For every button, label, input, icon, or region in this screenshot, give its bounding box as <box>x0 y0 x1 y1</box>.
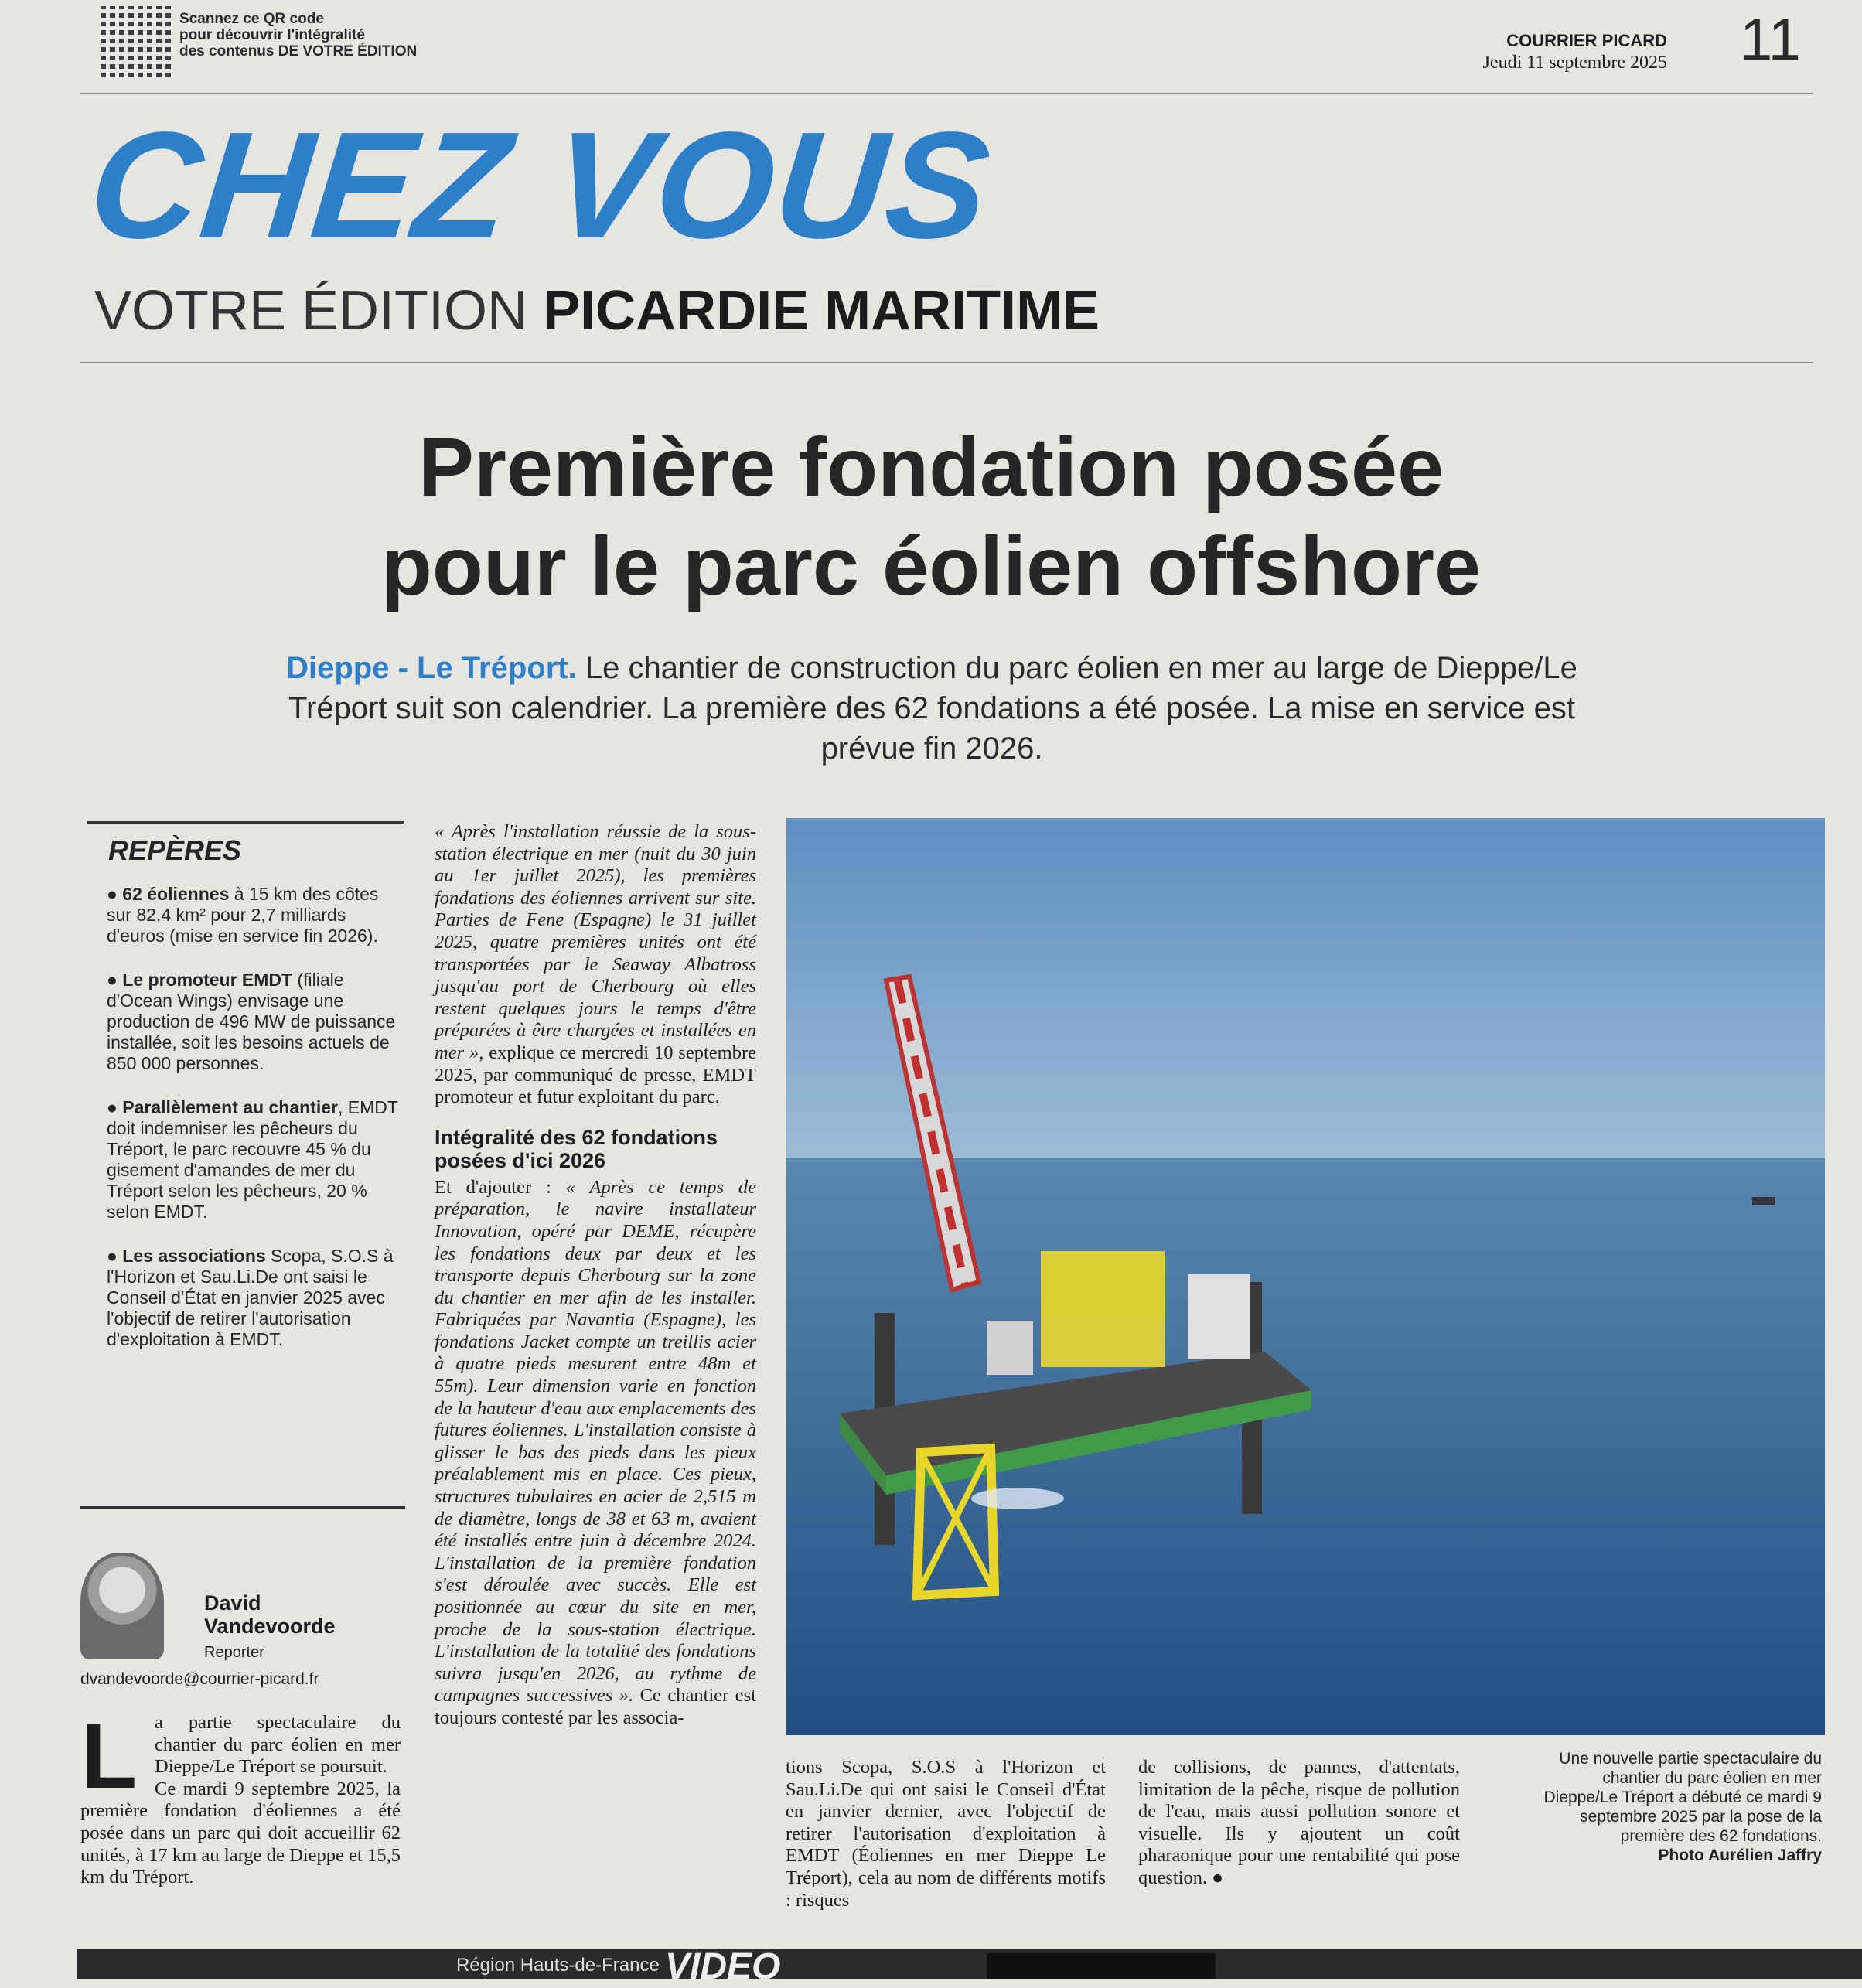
article-chapo <box>255 648 1608 769</box>
reperes-item-lead: ● 62 éoliennes <box>107 884 229 904</box>
edition-prefix: VOTRE ÉDITION <box>94 280 528 342</box>
headline-line: pour le parc éolien offshore <box>380 519 1482 612</box>
article-column-4: de collisions, de pannes, d'attentats, limitation de la pêche, risque de pollution de l'eau, mais aussi pollution sonore et visuelle. Ils y ajoutent un coût pharaonique pour une rentabilité qui pose question. ● <box>1138 1757 1460 1888</box>
article-lead: a partie spectaculaire du chantier du parc éolien en mer Dieppe/Le Tréport se poursuit. <box>155 1712 401 1778</box>
photo-credit: Photo Aurélien Jaffry <box>1658 1846 1822 1864</box>
ad-box <box>987 1953 1216 1979</box>
author-avatar <box>80 1553 164 1659</box>
section-title: CHEZ VOUS <box>82 101 999 270</box>
reperes-item <box>107 884 404 946</box>
article-photo <box>786 818 1825 1735</box>
photo-caption-text: Une nouvelle partie spectaculaire du chantier du parc éolien en mer Dieppe/Le Tréport a débuté ce mardi 9 septembre 2025 par la pose de la première des 62 fondations. <box>1543 1750 1822 1845</box>
photo-caption <box>1531 1749 1822 1865</box>
offshore-platform-image <box>786 818 1825 1735</box>
reperes-item-text: (filiale d'Ocean Wings) envisage une production de 496 MW de puissance installée, soit les besoins actuels de 850 000 personnes. <box>107 970 396 1073</box>
article-quote: « Après l'installation réussie de la sous-station électrique en mer (nuit du 30 juin au 1er juillet 2025), les premières fondations des éoliennes arrivent sur site. Parties de Fene (Espagne) le 31 juillet 2025, quatre premières unités ont été transportées par le Seaway Albatross jusqu'au port de Cherbourg où elles restent quelques jours le temps d'être préparées à être chargées et installées en mer », <box>435 821 756 1063</box>
article-paragraph: Ce chantier est toujours contesté par les associa- <box>435 1685 756 1728</box>
article-paragraph: Ce mardi 9 septembre 2025, la première fondation d'éoliennes a été posée dans un parc qui doit accueillir 62 unités, à 17 km au large de Dieppe et 15,5 km du Tréport. <box>80 1778 401 1888</box>
article-column-3: tions Scopa, S.O.S à l'Horizon et Sau.Li.De qui ont saisi le Conseil d'État en janvier dernier, avec l'objectif de retirer l'autorisation d'exploitation à EMDT (Éoliennes en mer Dieppe Le Tréport), cela au nom de différents motifs : risques <box>786 1757 1106 1911</box>
author-role: Reporter <box>204 1644 264 1661</box>
article-paragraph: Et d'ajouter : <box>435 1176 551 1198</box>
qr-caption-line: Scannez ce QR code <box>179 11 324 27</box>
edition-name: PICARDIE MARITIME <box>543 280 1100 342</box>
article-paragraph: explique ce mercredi 10 septembre 2025, par communiqué de presse, EMDT promoteur et futur exploitant du parc. <box>435 1042 756 1108</box>
edition-label <box>94 280 1100 342</box>
headline-line: Première fondation posée <box>418 420 1444 513</box>
reperes-item <box>107 1246 404 1350</box>
chapo-location: Dieppe - Le Tréport. <box>286 651 577 685</box>
qr-code[interactable] <box>101 6 172 77</box>
chapo-text: Le chantier de construction du parc éolien en mer au large de Dieppe/Le Tréport suit son calendrier. La première des 62 fondations a été posée. La mise en service est prévue fin 2026. <box>288 651 1577 766</box>
page-number: 11 <box>1740 7 1801 73</box>
qr-caption-line: pour découvrir l'intégralité <box>179 27 365 43</box>
dropcap: L <box>80 1704 138 1808</box>
article-quote: « Après ce temps de préparation, le navire installateur Innovation, opéré par DEME, récupère les fondations deux par deux et les transporte depuis Cherbourg sur la zone du chantier en mer afin de les installer. Fabriquées par Navantia (Espagne), les fondations Jacket compte un treillis acier à quatre pieds mesurent entre 48m et 55m). Leur dimension varie en fonction de la hauteur d'eau aux emplacements des futures éoliennes. L'installation consiste à glisser le bas des pieds dans les pieux préalablement mis en place. Ces pieux, structures tubulaires en acier de 2,515 m de diamètre, longs de 38 et 63 m, avaient été installés entre juin à décembre 2024. L'installation de la première fondation s'est déroulée avec succès. Elle est positionnée au cœur du site en mer, proche de la sous-station électrique. L'installation de la totalité des fondations suivra jusqu'en 2026, au rythme de campagnes successives ». <box>435 1176 757 1707</box>
advertisement-strip[interactable] <box>77 1949 1862 1979</box>
ad-headline: VIDEO <box>665 1946 781 1987</box>
issue-date: Jeudi 11 septembre 2025 <box>1482 53 1667 73</box>
reperes-item <box>107 1097 404 1222</box>
section-rule <box>80 362 1813 363</box>
reperes-item-text: à 15 km des côtes sur 82,4 km² pour 2,7 milliards d'euros (mise en service fin 2026). <box>107 884 379 946</box>
newspaper-name: COURRIER PICARD <box>1506 31 1667 50</box>
author-email[interactable]: dvandevoorde@courrier-picard.fr <box>80 1670 319 1688</box>
reperes-title: REPÈRES <box>108 834 242 866</box>
header-rule <box>80 93 1813 94</box>
reperes-box <box>87 821 404 1373</box>
reperes-item-lead: ● Les associations <box>107 1246 266 1266</box>
reperes-bottom-rule <box>80 1506 405 1509</box>
reperes-item-text: , EMDT doit indemniser les pêcheurs du Tréport, le parc recouvre 45 % du gisement d'amandes de mer du Tréport selon les pêcheurs, 20 % selon EMDT. <box>107 1097 398 1222</box>
reperes-item-lead: ● Le promoteur EMDT <box>107 970 292 990</box>
reperes-rule <box>87 821 404 824</box>
article-column-1 <box>80 1704 401 1889</box>
article-column-2 <box>435 821 756 1730</box>
article-subhead: Intégralité des 62 fondations posées d'ici 2026 <box>435 1125 718 1172</box>
qr-caption <box>179 11 458 60</box>
reperes-item <box>107 970 404 1074</box>
author-name: David Vandevoorde <box>204 1591 336 1638</box>
article-headline <box>0 418 1862 615</box>
qr-caption-line: des contenus DE VOTRE ÉDITION <box>179 43 418 60</box>
reperes-item-lead: ● Parallèlement au chantier <box>107 1097 338 1117</box>
ad-region-text: Région Hauts-de-France <box>456 1955 660 1976</box>
reperes-item-text: Scopa, S.O.S à l'Horizon et Sau.Li.De ont saisi le Conseil d'État en janvier 2025 avec l'objectif de retirer l'autorisation d'exploitation à EMDT. <box>107 1246 394 1349</box>
